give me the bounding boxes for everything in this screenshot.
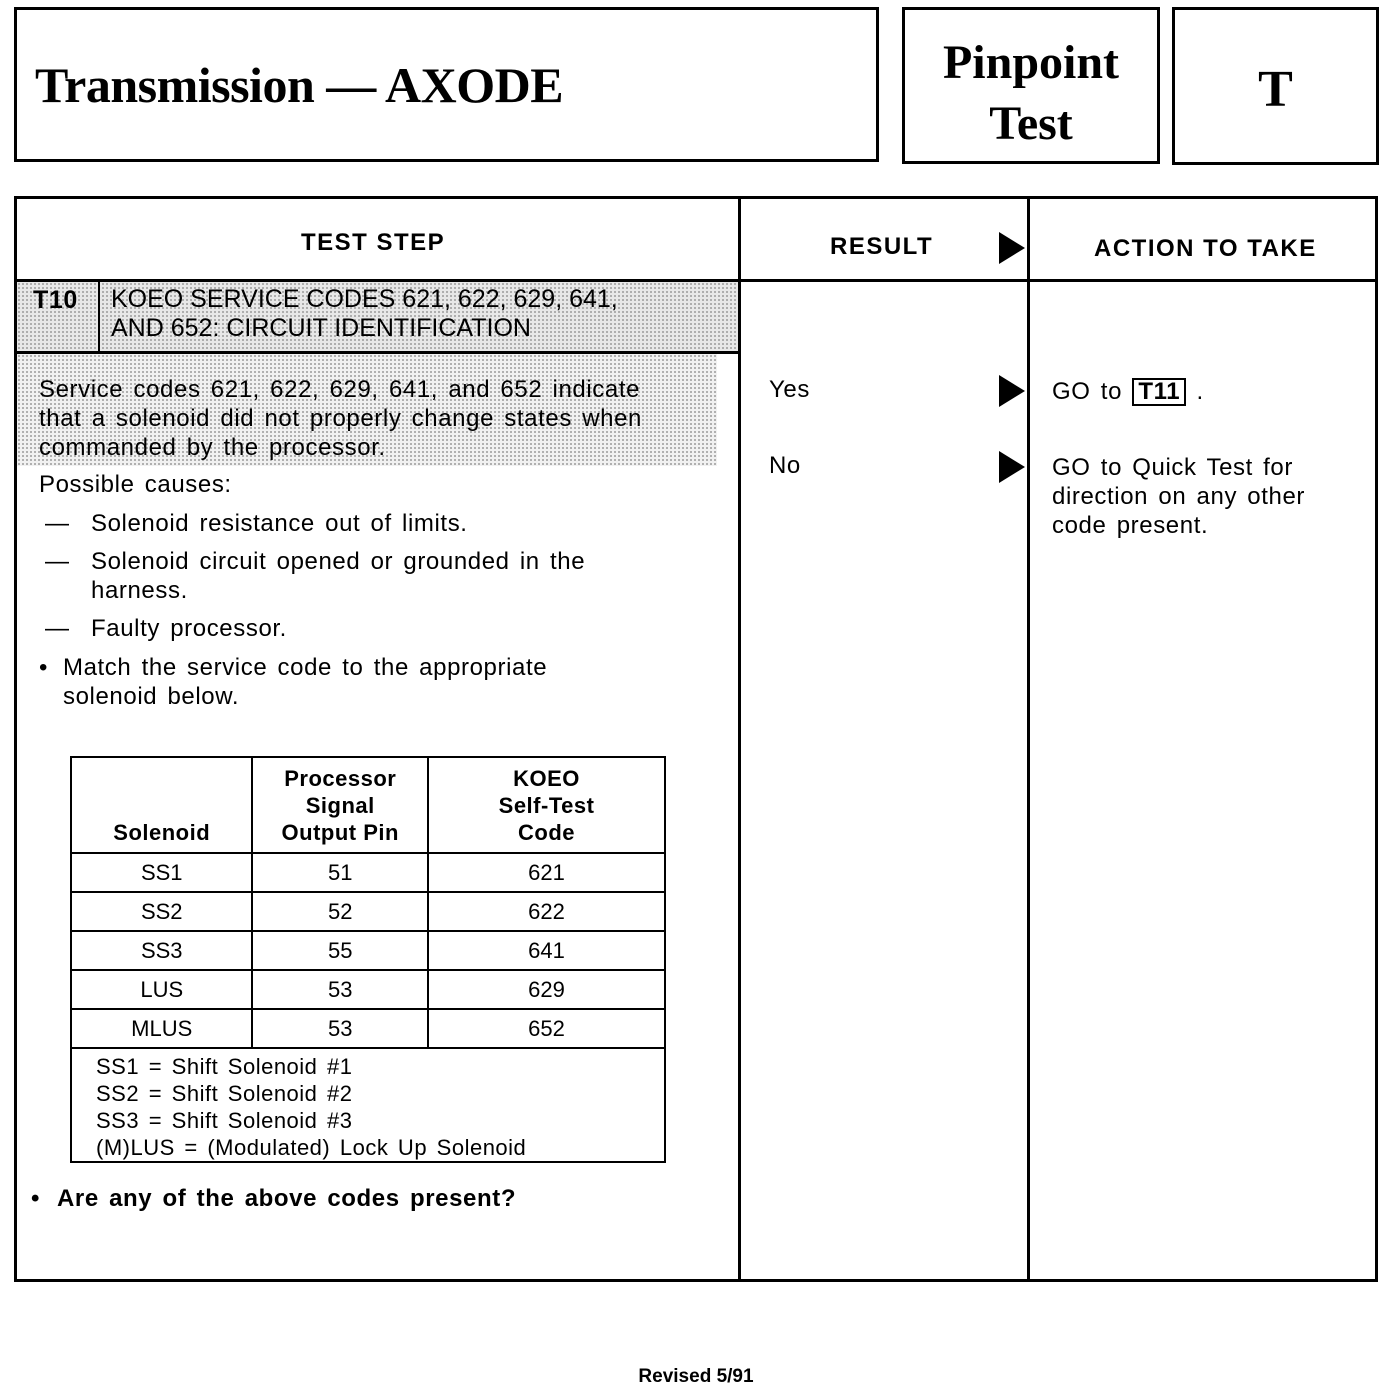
causes-label: Possible causes: [39,471,232,498]
cause-item: Solenoid resistance out of limits. [91,510,468,537]
intro-line2: that a solenoid did not properly change states when [39,405,642,432]
cell-solenoid: LUS [71,970,252,1009]
intro-paragraph [39,375,642,462]
result-yes: Yes [769,376,810,403]
solenoid-legend [71,1048,665,1162]
legend-line: SS1 = Shift Solenoid #1 [96,1054,353,1079]
cell-solenoid: SS3 [71,931,252,970]
cell-code: 629 [428,970,665,1009]
question-text: Are any of the above codes present? [57,1185,517,1212]
cause-item: Faulty processor. [91,615,287,642]
action-yes-prefix: GO to [1052,378,1123,405]
header-pin-line1: Processor [284,766,397,791]
header-pin-line3: Output Pin [281,820,399,845]
col-header-action: ACTION TO TAKE [1094,235,1317,262]
legend-line: SS3 = Shift Solenoid #3 [96,1108,353,1133]
match-line1: Match the service code to the appropriate [63,654,548,681]
cell-pin: 53 [252,970,428,1009]
col-header-result: RESULT [830,233,934,260]
table-row [71,970,665,1009]
legend-line: SS2 = Shift Solenoid #2 [96,1081,353,1106]
table-row [71,1009,665,1048]
result-no: No [769,452,801,479]
cell-pin: 53 [252,1009,428,1048]
question-bullet: • [31,1185,41,1212]
action-no-line1: GO to Quick Test for [1052,454,1293,481]
header-pin-line2: Signal [305,793,375,818]
section-letter-box [1172,7,1379,165]
cell-pin: 55 [252,931,428,970]
intro-line1: Service codes 621, 622, 629, 641, and 652 indicate [39,376,641,403]
cell-solenoid: MLUS [71,1009,252,1048]
action-no-line3: code present. [1052,512,1209,539]
action-no [1052,453,1305,540]
result-yes-arrow-icon [999,375,1025,407]
solenoid-table [70,756,666,1163]
table-row [71,892,665,931]
cause-dash: — [45,548,70,575]
cell-code: 641 [428,931,665,970]
step-id-divider [98,282,100,352]
match-bullet: • [39,654,49,681]
section-letter: T [1258,61,1293,118]
table-row [71,853,665,892]
cause-dash: — [45,510,70,537]
cell-code: 622 [428,892,665,931]
header-self-test-code [428,757,665,853]
result-header-arrow-icon [999,232,1025,264]
header-code-line2: Self-Test [498,793,595,818]
cause-item [91,547,585,605]
legend-line: (M)LUS = (Modulated) Lock Up Solenoid [96,1135,527,1160]
match-line2: solenoid below. [63,683,240,710]
header-code-line1: KOEO [513,766,580,791]
cell-code: 652 [428,1009,665,1048]
action-yes [1052,377,1204,406]
cell-code: 621 [428,853,665,892]
action-no-line2: direction on any other [1052,483,1306,510]
action-yes-suffix: . [1196,378,1204,405]
intro-line3: commanded by the processor. [39,434,386,461]
result-no-arrow-icon [999,451,1025,483]
header-solenoid: Solenoid [71,757,252,853]
match-instruction [63,653,547,711]
cell-pin: 51 [252,853,428,892]
header-output-pin [252,757,428,853]
step-ref-t11[interactable]: T11 [1132,378,1186,406]
title-box [14,7,879,162]
pinpoint-line1: Pinpoint [942,36,1120,89]
pinpoint-test-box [902,7,1160,164]
solenoid-table-header [71,757,665,853]
divider-test-result [738,199,741,1282]
cell-solenoid: SS1 [71,853,252,892]
cause-item-line2: harness. [91,577,188,604]
cause-item-line1: Solenoid circuit opened or grounded in the [91,548,586,575]
divider-result-action [1027,199,1030,1282]
cause-dash: — [45,615,70,642]
step-title-line2: AND 652: CIRCUIT IDENTIFICATION [111,314,531,342]
revision-footer: Revised 5/91 [638,1366,754,1387]
table-row [71,931,665,970]
step-title-line1: KOEO SERVICE CODES 621, 622, 629, 641, [111,285,618,313]
cell-solenoid: SS2 [71,892,252,931]
col-header-test-step: TEST STEP [301,229,446,256]
table-notes-row [71,1048,665,1162]
header-code-line3: Code [518,820,576,845]
pinpoint-test-label [905,32,1157,154]
page-title: Transmission — AXODE [35,57,564,113]
step-title [111,285,618,343]
cell-pin: 52 [252,892,428,931]
pinpoint-line2: Test [989,97,1073,150]
step-id: T10 [33,286,78,314]
